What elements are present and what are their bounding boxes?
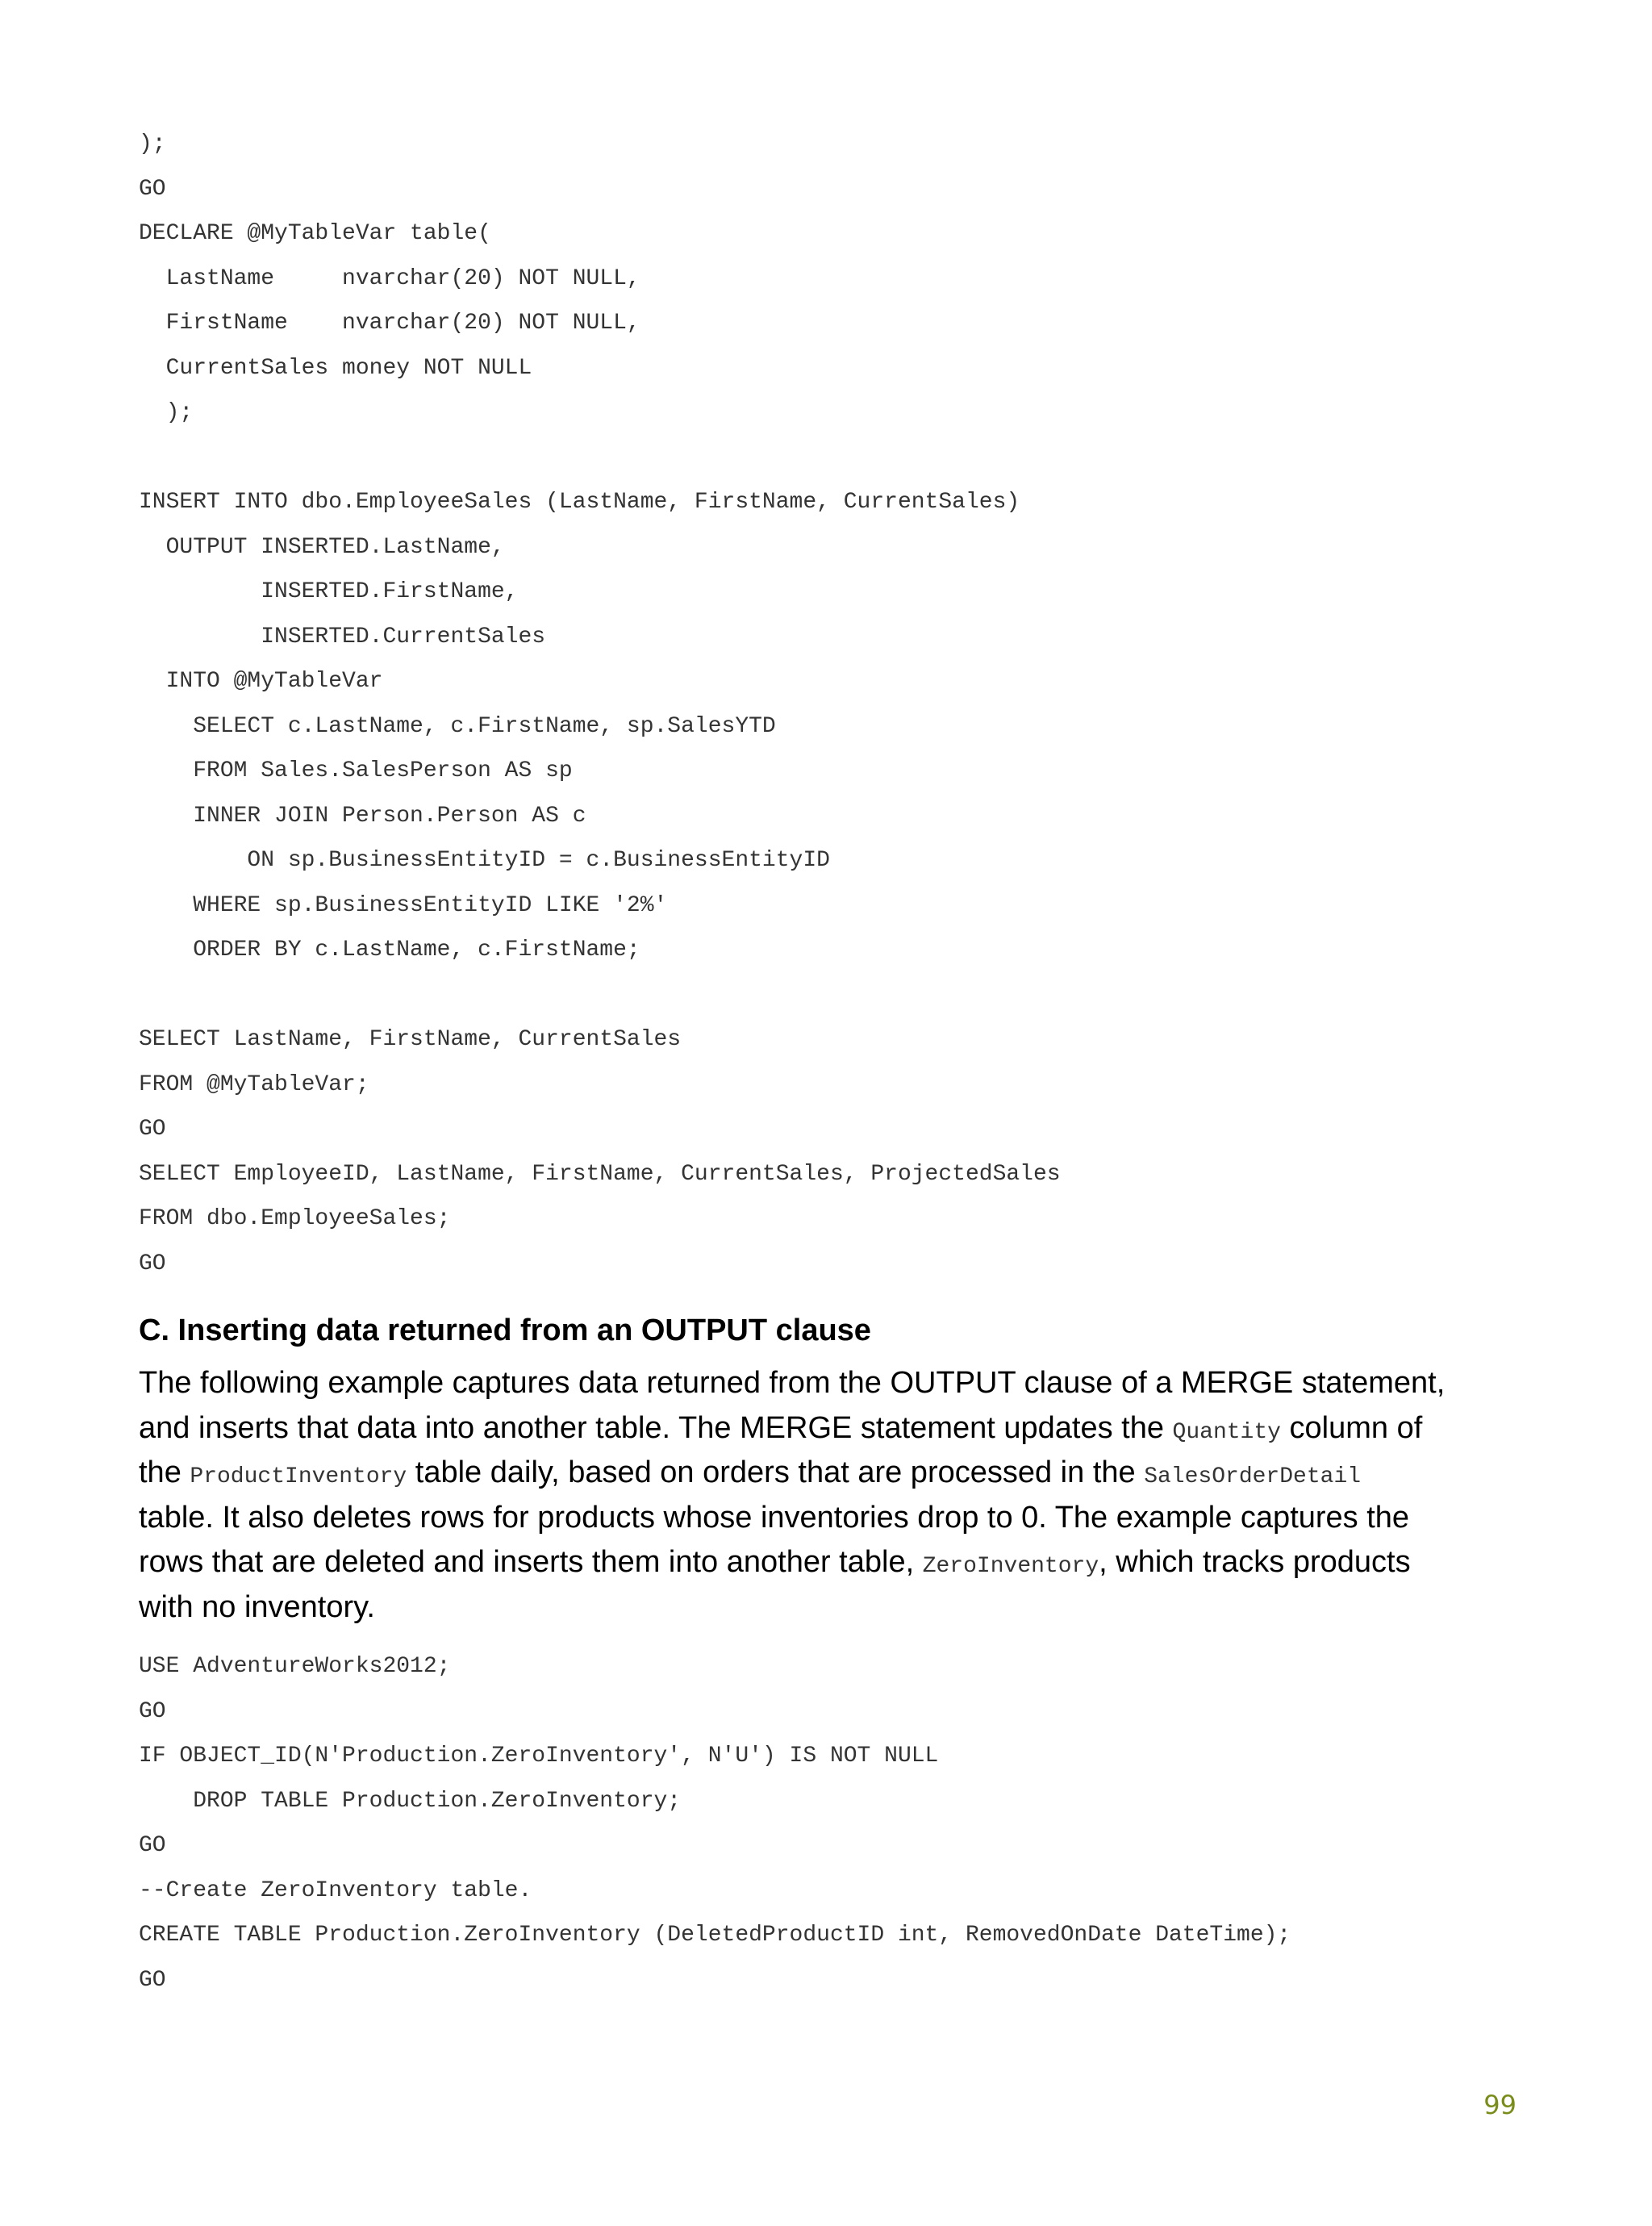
code-line — [139, 973, 1061, 1018]
code-line: DROP TABLE Production.ZeroInventory; — [139, 1788, 682, 1814]
inline-code: ZeroInventory — [922, 1554, 1099, 1580]
code-line: CurrentSales money NOT NULL — [139, 355, 532, 381]
code-line: SELECT LastName, FirstName, CurrentSales — [139, 1027, 682, 1052]
code-line: WHERE sp.BusinessEntityID LIKE '2%' — [139, 892, 668, 918]
paragraph-text: the — [139, 1455, 190, 1490]
section-heading: C. Inserting data returned from an OUTPUT clause — [139, 1313, 871, 1347]
code-line: --Create ZeroInventory table. — [139, 1877, 532, 1903]
inline-code: SalesOrderDetail — [1144, 1464, 1362, 1490]
code-line: GO — [139, 176, 166, 202]
code-block-2 — [139, 1644, 1291, 2003]
code-block-1 — [139, 122, 1061, 1286]
code-line: GO — [139, 1833, 166, 1858]
section-paragraph — [139, 1361, 1510, 1631]
code-line: GO — [139, 1698, 166, 1724]
paragraph-text: rows that are deleted and inserts them into another table, — [139, 1545, 923, 1580]
code-line: OUTPUT INSERTED.LastName, — [139, 534, 505, 560]
paragraph-text: table. It also deletes rows for products whose inventories drop to 0. The example captures the — [139, 1500, 1410, 1535]
paragraph-line — [139, 1540, 1510, 1585]
paragraph-text: , which tracks products — [1099, 1545, 1411, 1580]
paragraph-line — [139, 1451, 1510, 1496]
inline-code: Quantity — [1172, 1419, 1281, 1445]
paragraph-line — [139, 1496, 1510, 1541]
code-line — [139, 436, 1061, 481]
code-line: FROM @MyTableVar; — [139, 1071, 369, 1097]
paragraph-text: with no inventory. — [139, 1589, 375, 1624]
page-number: 99 — [1483, 2090, 1516, 2120]
code-line: INSERTED.FirstName, — [139, 579, 519, 604]
code-line: GO — [139, 1967, 166, 1993]
paragraph-line — [139, 1406, 1510, 1451]
code-line: ); — [139, 132, 166, 157]
code-line: INSERT INTO dbo.EmployeeSales (LastName, FirstName, CurrentSales) — [139, 490, 1020, 515]
paragraph-text: The following example captures data returned from the OUTPUT clause of a MERGE statement, — [139, 1366, 1446, 1400]
code-line: USE AdventureWorks2012; — [139, 1654, 451, 1679]
code-line: LastName nvarchar(20) NOT NULL, — [139, 265, 640, 291]
inline-code: ProductInventory — [190, 1464, 407, 1490]
code-line: INNER JOIN Person.Person AS c — [139, 803, 586, 829]
code-line: GO — [139, 1117, 166, 1142]
paragraph-text: and inserts that data into another table. The MERGE statement updates the — [139, 1410, 1173, 1445]
paragraph-text: table daily, based on orders that are processed in the — [407, 1455, 1145, 1490]
code-line: INTO @MyTableVar — [139, 669, 383, 694]
code-line: GO — [139, 1251, 166, 1276]
code-line: CREATE TABLE Production.ZeroInventory (DeletedProductID int, RemovedOnDate DateTime); — [139, 1923, 1291, 1948]
paragraph-line — [139, 1361, 1510, 1406]
code-line: IF OBJECT_ID(N'Production.ZeroInventory', N'U') IS NOT NULL — [139, 1744, 939, 1769]
code-line: FROM Sales.SalesPerson AS sp — [139, 758, 573, 783]
code-line: ); — [139, 400, 194, 425]
code-line: SELECT EmployeeID, LastName, FirstName, CurrentSales, ProjectedSales — [139, 1161, 1061, 1187]
paragraph-text: column of — [1280, 1410, 1423, 1445]
code-line: SELECT c.LastName, c.FirstName, sp.SalesYTD — [139, 713, 776, 739]
code-line: ORDER BY c.LastName, c.FirstName; — [139, 938, 640, 963]
code-line: DECLARE @MyTableVar table( — [139, 221, 491, 246]
code-line: ON sp.BusinessEntityID = c.BusinessEntityID — [139, 848, 830, 873]
code-line: FirstName nvarchar(20) NOT NULL, — [139, 311, 640, 336]
paragraph-line — [139, 1585, 1510, 1631]
code-line: INSERTED.CurrentSales — [139, 624, 546, 649]
code-line: FROM dbo.EmployeeSales; — [139, 1206, 451, 1231]
